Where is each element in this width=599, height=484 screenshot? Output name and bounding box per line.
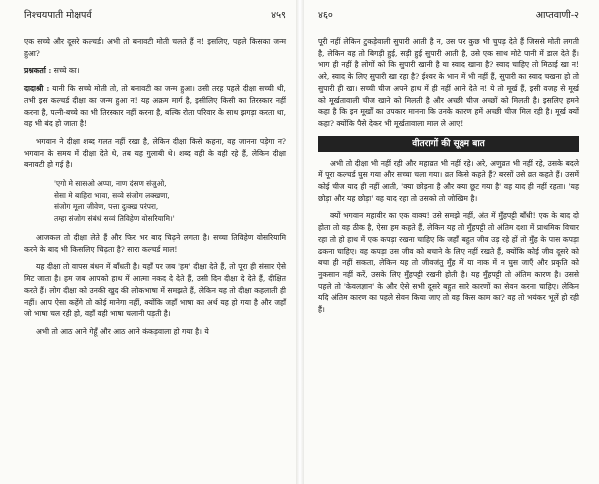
verse-block <box>54 178 286 224</box>
questioner-line <box>24 65 286 77</box>
right-paragraph-2: अभी तो दीक्षा भी नहीं रही और महाव्रत भी नहीं रहे। अरे, अणुव्रत भी नहीं रहे, उसके बदले में पूरा कल्चर्ड घुस गया और सच्चा चला गया। व्रत किसे कहते हैं? बरसों उसे व्रत कहते हैं। उसमें कोई चीज याद ही नहीं आती, 'क्या छोड़ना है और क्या छूट गया है' वह याद ही नहीं रहता। 'यह छोड़ा और यह छोड़ा' वह याद रहा तो उसको तो जोखिम है। <box>318 158 579 203</box>
left-paragraph-1: एक सच्चे और दूसरे कल्चर्ड। अभी तो बनावटी मोती चलते हैं न! इसलिए, पहले किसका जन्म हुआ? <box>24 37 286 58</box>
left-paragraph-3: आजकल तो दीक्षा लेते हैं और फिर भर बाद चिढ़ने लगता है। सच्चा तिविहेण वोसरियामि करने के बाद भी किसलिए चिढ़ता है? सारा कल्चर्ड माल! <box>24 233 286 254</box>
right-paragraph-3: क्यों भगवान महावीर का एक वाक्य! उसे समझे नहीं, अंत में मुँहपट्टी बाँधी! एक के बाद दो होता तो वह ठीक है, ऐसा हम कहते हैं, लेकिन यह तो मुँहपट्टी तो अंतिम दशा में प्राथमिक विचार रहा तो हो हाथ में एक कपड़ा रखना चाहिए कि जहाँ बहुत जीव उड़ रहे हों तो मुँह के पास कपड़ा ढकना चाहिए। वह कपड़ा उस जीव को बचाने के लिए नहीं रखते हैं, क्योंकि कोई जीव दूसरे को बचा ही नहीं सकता, लेकिन यह तो जीवजंतु मुँह में या नाक में न घुस जाएँ और प्रकृति को नुकसान नहीं करें, उसके लिए मुँहपट्टी रखनी होती है। यह मुँहपट्टी तो अंतिम कारण है। उससे पहले तो 'केवलज्ञान' के और ऐसे सभी दूसरे बहुत सारे कारणों का सेवन करना चाहिए। लेकिन यदि अंतिम कारण का पहले सेवन किया जाए तो वह किस काम का? वह तो भयंकर भूलें हो रही हैं। <box>318 211 579 315</box>
left-page-header <box>24 10 286 22</box>
right-page-number: ४६० <box>318 10 333 21</box>
book-gutter <box>296 0 304 484</box>
right-page-header <box>318 10 579 22</box>
verse-line: सेसा मे बाहिरा भावा, सव्वे संजोग लक्खणा, <box>54 190 170 200</box>
dadashri-text: यानी कि सच्चे मोती तो, तो बनावटी का जन्म हुआ। उसी तरह पहले दीक्षा सच्ची थी, तभी इस कल्चर्ड दीक्षा का जन्म हुआ न! यह अक्रम मार्ग है, इसीलिए किसी का तिरस्कार नहीं करना है, पत्नी-बच्चे का भी तिरस्कार नहीं करना है, बल्कि रोता परिवार के साथ झगड़ा करता था, वह भी बंद हो जाता है! <box>24 84 286 129</box>
left-paragraph-2: भगवान ने दीक्षा शब्द गलत नहीं रखा है, लेकिन दीक्षा किसे कहना, वह जानना पड़ेगा न? भगवान के समय में दीक्षा देते थे, तब यह गुलाबी थे। शब्द वही के वही रहे हैं, लेकिन दीक्षा बनावटी हो गई है। <box>24 136 286 170</box>
left-page-number: ४५९ <box>271 10 286 21</box>
section-heading: वीतरागों की सूक्ष्म बात <box>318 136 579 152</box>
left-running-title: निश्चयपाती मोक्षपर्व <box>24 10 92 21</box>
left-paragraph-4: यह दीक्षा तो वापस बंधन में बाँधती है। यहाँ पर जब 'हम' दीक्षा देते हैं, तो पूरा ही संसार ऐसे मिट जाता है। हम जब आपको हाथ में आत्मा नकद दे देते हैं, उसी दिन दीक्षा दे देते हैं, दीक्षित करते हैं। लोग दीक्षा को उनकी खुद की लोकभाषा में समझते हैं, लेकिन यह तो दीक्षा कहलाती ही नहीं। आप ऐसा कहेंगे तो कोई मानेगा नहीं, क्योंकि जहाँ भाषा का अर्थ यह हो गया है और जहाँ जो भाषा चल रही हो, वहाँ वही भाषा चलानी पड़ती है। <box>24 262 286 319</box>
dadashri-paragraph <box>24 83 286 130</box>
verse-line: संजोग मूला जीवेण, पत्ता दुःक्ख परंपरा, <box>54 202 159 212</box>
dadashri-label: दादाश्री : <box>24 84 50 94</box>
right-running-title: आप्तवाणी-२ <box>535 10 579 21</box>
questioner-text: सच्चे का। <box>53 66 80 76</box>
verse-line: 'एगो मे सासओ अप्पा, नाण दंसण संजुओ, <box>54 179 167 189</box>
left-paragraph-5: अभी तो आठ आने गेहूँ और आठ आने कंकड़वाला हो गया है। ये <box>36 326 209 336</box>
right-page <box>304 0 599 484</box>
verse-line: तम्हा संजोग संबंधं सव्वं तिविहेण वोसरियामि।' <box>54 213 175 223</box>
right-paragraph-1: पूरी नहीं लेकिन टुकड़ेवाली सुपारी आती है न, उस पर कुछ भी चुपड़ देते हैं जिससे मोती लगती है, लेकिन वह तो बिगड़ी हुई, सड़ी हुई सुपारी आती है, उसे एक साथ मोटे पानी में डाल देते हैं। भाग ही नहीं है लोगों को कि सुपारी खानी है या स्वाद खाना है? स्वाद चाहिए तो मिठाई खा न! अरे, स्वाद के लिए सुपारी खा रहा है? ईश्वर के भान में भी नहीं हैं, सुपारी का स्वाद चखना हो तो सुपारी ही खा। सच्ची चीज अपने हाथ में ही नहीं आने देते न! ये तो मूर्ख हैं, इसी वजह से मूर्ख को मूर्खतावाली चीज खाने को मिलती है और अच्छी चीज अच्छों को मिलती है। इसलिए हमने कहा है कि इन मूर्खों का उपकार मानना कि उनके कारण हमें अच्छी चीज मिल रही है। मूर्ख क्यों कहा? क्योंकि पैसे देकर भी मूर्खतावाला माल ले आए! <box>318 37 579 128</box>
left-page <box>0 0 296 484</box>
questioner-label: प्रश्नकर्ता : <box>24 66 52 76</box>
